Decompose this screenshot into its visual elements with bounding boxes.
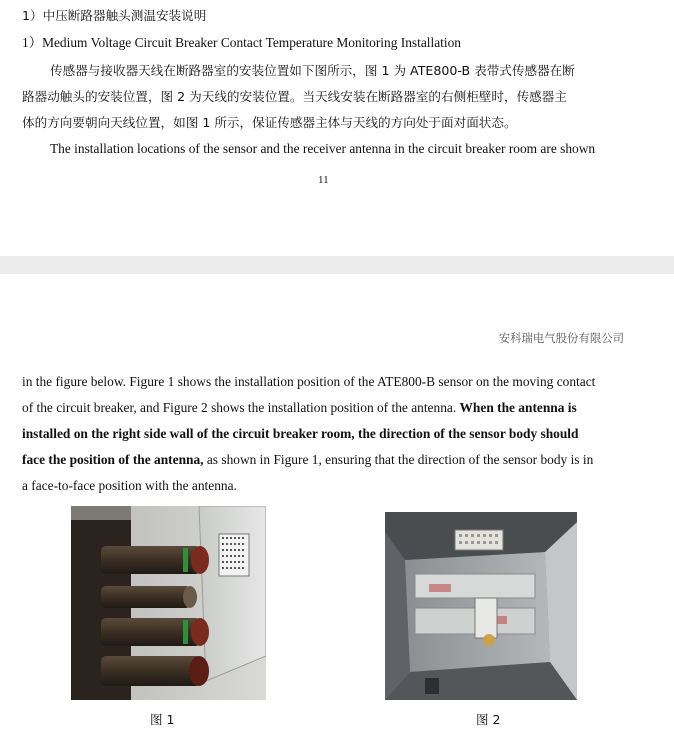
figure-1-caption: 图 1 bbox=[150, 712, 175, 727]
paragraph-english-line: in the figure below. Figure 1 shows the installation position of the ATE800-B sensor on the moving contact bbox=[22, 374, 596, 389]
heading-chinese: 1）中压断路器触头测温安装说明 bbox=[22, 8, 207, 23]
document-page-2 bbox=[0, 274, 674, 730]
text-bold: face the position of the antenna, bbox=[22, 452, 204, 467]
text-bold: When the antenna is bbox=[459, 400, 577, 415]
paragraph-english-line bbox=[22, 424, 578, 444]
paragraph-english-line: The installation locations of the sensor and the receiver antenna in the circuit breaker room are shown bbox=[50, 141, 596, 156]
heading-english: 1）Medium Voltage Circuit Breaker Contact Temperature Monitoring Installation bbox=[22, 35, 461, 50]
company-header: 安科瑞电气股份有限公司 bbox=[498, 331, 624, 345]
figure-2-caption: 图 2 bbox=[476, 712, 501, 727]
paragraph-chinese-line: 体的方向要朝向天线位置，如图 1 所示，保证传感器主体与天线的方向处于面对面状态。 bbox=[22, 115, 517, 130]
figure-2-photo bbox=[385, 512, 577, 700]
figure-1-photo bbox=[71, 506, 266, 700]
paragraph-english-line bbox=[22, 450, 593, 470]
sensor-contacts-illustration bbox=[71, 506, 266, 700]
paragraph-chinese-line: 路器动触头的安装位置，图 2 为天线的安装位置。当天线安装在断路器室的右侧柜壁时，传感器主 bbox=[22, 89, 567, 104]
text-bold: installed on the right side wall of the circuit breaker room, the direction of the sensor body should bbox=[22, 426, 579, 441]
document-page-1 bbox=[0, 0, 674, 256]
page-separator bbox=[0, 256, 674, 274]
text-plain: of the circuit breaker, and Figure 2 shows the installation position of the antenna. bbox=[22, 400, 460, 415]
paragraph-english-line bbox=[22, 398, 577, 418]
page-number: 11 bbox=[318, 174, 329, 186]
paragraph-chinese-line: 传感器与接收器天线在断路器室的安装位置如下图所示，图 1 为 ATE800-B 表带式传感器在断 bbox=[50, 63, 575, 78]
antenna-room-illustration bbox=[385, 512, 577, 700]
paragraph-english-line: a face-to-face position with the antenna. bbox=[22, 478, 237, 493]
text-plain: as shown in Figure 1, ensuring that the direction of the sensor body is in bbox=[203, 452, 594, 467]
